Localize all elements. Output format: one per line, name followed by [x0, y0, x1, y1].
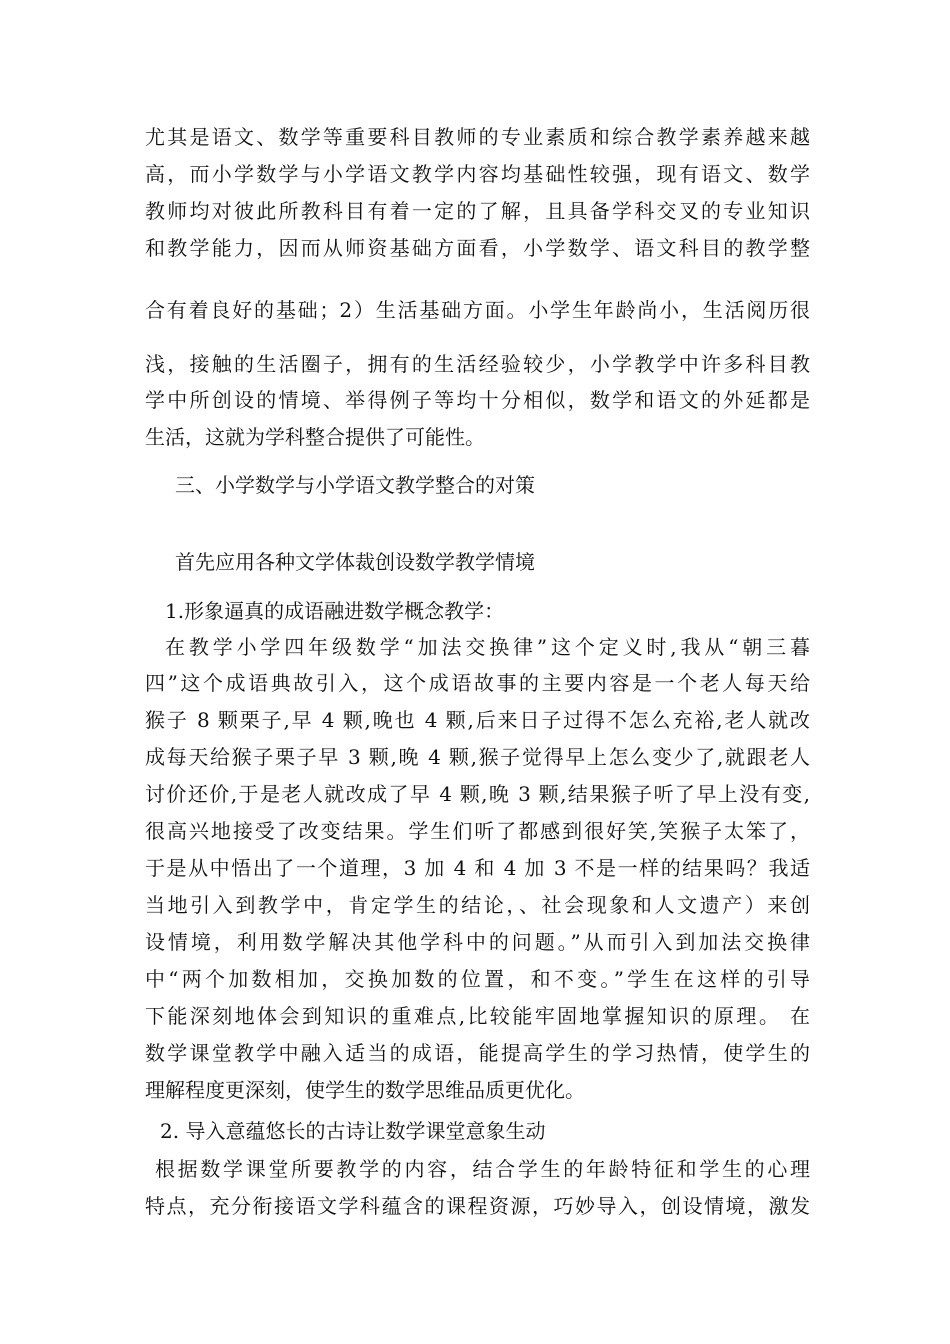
text-line: 教师均对彼此所教科目有着一定的了解，且具备学科交叉的专业知识	[145, 199, 810, 223]
text-line: 特点，充分衔接语文学科蕴含的课程资源，巧妙导入，创设情境，激发	[145, 1194, 810, 1218]
point-heading: 1.形象逼真的成语融进数学概念教学：	[165, 599, 505, 623]
subsection-heading: 首先应用各种文学体裁创设数学教学情境	[175, 550, 535, 574]
text-line: 浅，接触的生活圈子，拥有的生活经验较少，小学教学中许多科目教	[145, 352, 810, 376]
text-line: 在教学小学四年级数学“加法交换律”这个定义时,我从“朝三暮	[165, 635, 810, 659]
text-line: 下能深刻地体会到知识的重难点,比较能牢固地掌握知识的原理。 在	[145, 1004, 810, 1028]
text-line: 成每天给猴子栗子早 3 颗,晚 4 颗,猴子觉得早上怎么变少了,就跟老人	[145, 745, 810, 769]
text-line: 理解程度更深刻，使学生的数学思维品质更优化。	[145, 1078, 585, 1102]
text-line: 猴子 8 颗栗子,早 4 颗,晚也 4 颗,后来日子过得不怎么充裕,老人就改	[145, 708, 810, 732]
text-line: 于是从中悟出了一个道理，3 加 4 和 4 加 3 不是一样的结果吗？我适	[145, 856, 810, 880]
section-heading: 三、小学数学与小学语文教学整合的对策	[175, 473, 535, 497]
text-line: 生活，这就为学科整合提供了可能性。	[145, 425, 485, 449]
text-line: 中“两个加数相加，交换加数的位置，和不变。”学生在这样的引导	[145, 967, 810, 991]
text-line: 合有着良好的基础；2）生活基础方面。小学生年龄尚小，生活阅历很	[145, 298, 810, 322]
text-line: 当地引入到教学中，肯定学生的结论，、社会现象和人文遗产）来创	[145, 893, 810, 917]
text-line: 高，而小学数学与小学语文教学内容均基础性较强，现有语文、数学	[145, 162, 810, 186]
text-line: 讨价还价,于是老人就改成了早 4 颗,晚 3 颗,结果猴子听了早上没有变,	[145, 782, 810, 806]
text-line: 设情境，利用数学解决其他学科中的问题。”从而引入到加法交换律	[145, 930, 810, 954]
text-line: 和教学能力，因而从师资基础方面看，小学数学、语文科目的教学整	[145, 236, 810, 260]
point-heading: 2. 导入意蕴悠长的古诗让数学课堂意象生动	[160, 1119, 546, 1143]
text-line: 很高兴地接受了改变结果。学生们听了都感到很好笑,笑猴子太笨了，	[145, 819, 810, 843]
text-line: 尤其是语文、数学等重要科目教师的专业素质和综合教学素养越来越	[145, 125, 810, 149]
text-line: 根据数学课堂所要教学的内容，结合学生的年龄特征和学生的心理	[155, 1157, 810, 1181]
text-line: 四”这个成语典故引入，这个成语故事的主要内容是一个老人每天给	[145, 671, 810, 695]
text-line: 数学课堂教学中融入适当的成语，能提高学生的学习热情，使学生的	[145, 1041, 810, 1065]
text-line: 学中所创设的情境、举得例子等均十分相似，数学和语文的外延都是	[145, 388, 810, 412]
